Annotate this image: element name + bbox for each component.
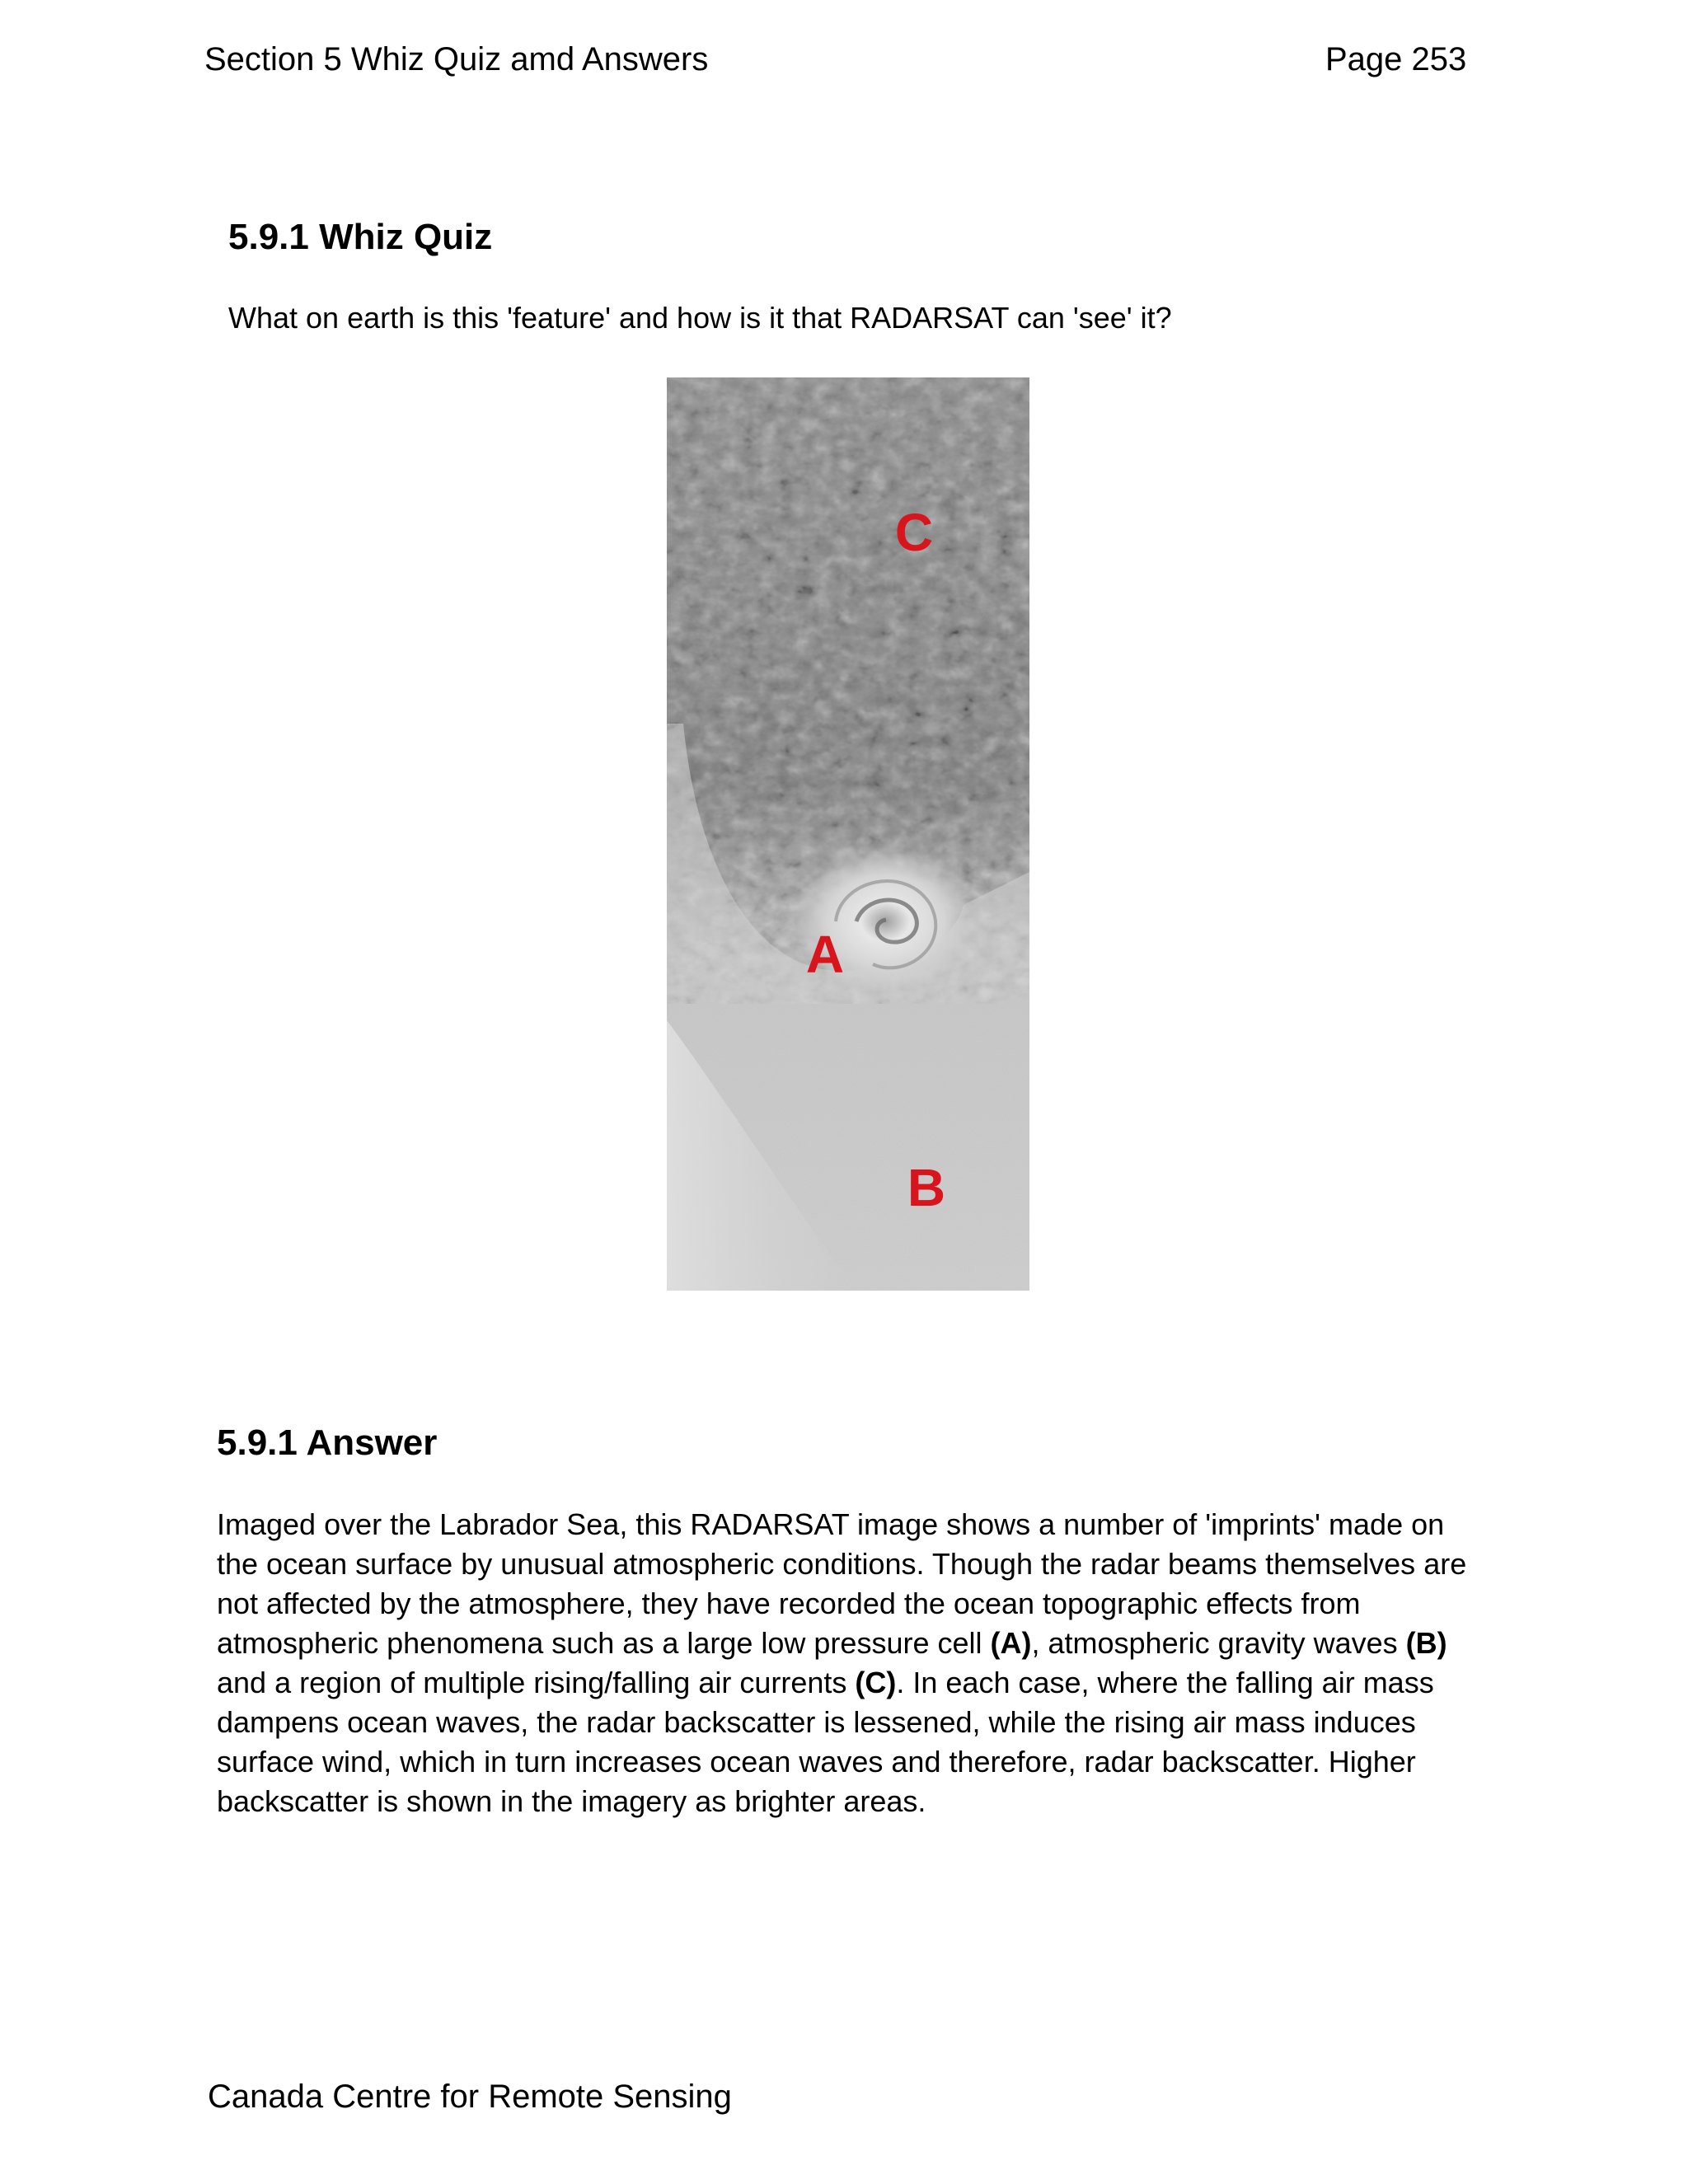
radarsat-image xyxy=(667,377,1029,1291)
image-raster xyxy=(667,377,1029,1291)
answer-ref-b: (B) xyxy=(1405,1626,1447,1660)
figure-label-c: C xyxy=(894,503,934,562)
footer-organization: Canada Centre for Remote Sensing xyxy=(208,2079,732,2115)
figure-label-b: B xyxy=(907,1158,946,1217)
quiz-heading: 5.9.1 Whiz Quiz xyxy=(228,217,493,257)
answer-text: . In each case, where the falling air mass dampens ocean waves, the radar backscatter is lessened, while the rising air mass induces surface wind, which in turn increases ocean waves and therefore, radar backscatter. Higher backscatter is shown in the imagery as brighter areas. xyxy=(217,1666,1434,1818)
answer-ref-c: (C) xyxy=(855,1666,897,1699)
answer-ref-a: (A) xyxy=(990,1626,1032,1660)
answer-text: and a region of multiple rising/falling air currents xyxy=(217,1666,856,1699)
answer-paragraph xyxy=(217,1505,1478,1821)
running-header-section-title: Section 5 Whiz Quiz amd Answers xyxy=(204,41,709,77)
answer-heading: 5.9.1 Answer xyxy=(217,1422,438,1463)
figure-label-a: A xyxy=(805,925,845,984)
running-header-page-number: Page 253 xyxy=(1325,41,1467,77)
answer-text: , atmospheric gravity waves xyxy=(1031,1626,1406,1660)
answer-text: Imaged over the Labrador Sea, this RADARSAT image shows a number of 'imprints' made on the ocean surface by unusual atmospheric conditions. Though the radar beams themselves are not affected by the atmosphere, they have recorded the ocean topographic effects from atmospheric phenomena such as a large low pressure cell xyxy=(217,1507,1467,1660)
quiz-question: What on earth is this 'feature' and how is it that RADARSAT can 'see' it? xyxy=(228,301,1172,335)
